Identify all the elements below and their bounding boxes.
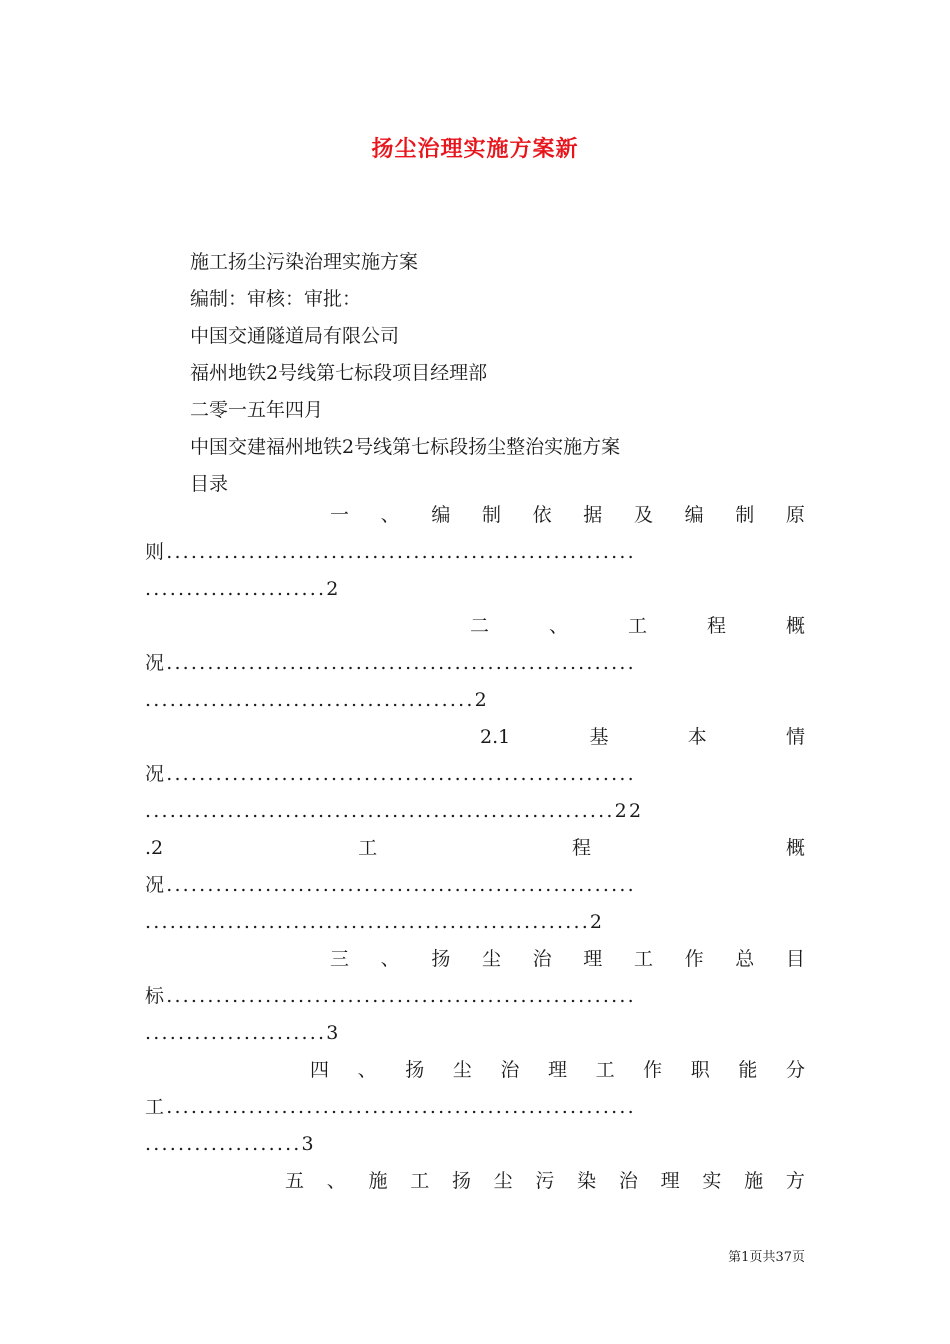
toc-heading-char: 据 bbox=[583, 504, 603, 526]
toc-heading-char: 五 bbox=[285, 1170, 305, 1192]
toc-entry-heading bbox=[145, 719, 805, 756]
toc-heading-char: 概 bbox=[785, 837, 805, 859]
toc-heading-char: 及 bbox=[633, 504, 653, 526]
toc-heading-char: 一 bbox=[330, 504, 350, 526]
toc-leader-line: ......................2 bbox=[145, 578, 341, 600]
toc-leader-line: 况......................................................... bbox=[145, 652, 636, 674]
toc-heading-char: 总 bbox=[735, 948, 755, 970]
toc-heading-char: 编 bbox=[684, 504, 704, 526]
toc-heading-char: 治 bbox=[532, 948, 552, 970]
toc-heading-char: 工 bbox=[633, 948, 653, 970]
toc-entry-heading bbox=[145, 608, 805, 645]
toc-leader-line: ......................................................2 bbox=[145, 911, 605, 933]
table-of-contents bbox=[145, 497, 805, 1200]
intro-line: 施工扬尘污染治理实施方案 bbox=[190, 251, 419, 273]
intro-line: 福州地铁2号线第七标段项目经理部 bbox=[190, 362, 488, 384]
toc-heading-char: 原 bbox=[785, 504, 805, 526]
toc-leader-line: 工......................................................... bbox=[145, 1096, 636, 1118]
toc-heading-char: 作 bbox=[643, 1059, 663, 1081]
toc-entry bbox=[145, 1052, 805, 1163]
page-footer: 第1页共37页 bbox=[728, 1250, 805, 1265]
toc-heading-char: 实 bbox=[702, 1170, 722, 1192]
toc-heading-char: 四 bbox=[310, 1059, 330, 1081]
toc-heading-char: 基 bbox=[589, 726, 609, 748]
toc-heading-char: 、 bbox=[380, 948, 400, 970]
toc-leader-line: ........................................2 bbox=[145, 689, 489, 711]
toc-heading-char: 理 bbox=[583, 948, 603, 970]
toc-heading-char: 、 bbox=[380, 504, 400, 526]
toc-heading: 目录 bbox=[190, 473, 229, 495]
toc-heading-char: 扬 bbox=[451, 1170, 471, 1192]
toc-entry-heading bbox=[145, 1052, 805, 1089]
toc-entry-heading bbox=[145, 941, 805, 978]
toc-heading-char: 工 bbox=[595, 1059, 615, 1081]
toc-heading-char: 工 bbox=[358, 837, 378, 859]
toc-entry bbox=[145, 941, 805, 1052]
toc-heading-char: 尘 bbox=[493, 1170, 513, 1192]
toc-entry bbox=[145, 830, 805, 941]
toc-heading-char: 概 bbox=[785, 615, 805, 637]
toc-heading-char: 尘 bbox=[452, 1059, 472, 1081]
toc-leader-line: ......................3 bbox=[145, 1022, 341, 1044]
toc-entry bbox=[145, 497, 805, 608]
toc-heading-char: 工 bbox=[627, 615, 647, 637]
toc-heading-char: 方 bbox=[785, 1170, 805, 1192]
toc-leader-line: ...................3 bbox=[145, 1133, 316, 1155]
toc-leader-line: .........................................................22 bbox=[145, 800, 644, 822]
toc-heading-char: 制 bbox=[481, 504, 501, 526]
toc-leader-line: 况......................................................... bbox=[145, 874, 636, 896]
toc-heading-char: 制 bbox=[735, 504, 755, 526]
toc-heading-char: 理 bbox=[547, 1059, 567, 1081]
toc-heading-char: 治 bbox=[618, 1170, 638, 1192]
toc-heading-char: 作 bbox=[684, 948, 704, 970]
toc-heading-char: 情 bbox=[785, 726, 805, 748]
intro-line: 二零一五年四月 bbox=[190, 399, 324, 421]
toc-entry bbox=[145, 608, 805, 719]
toc-entry-heading bbox=[145, 1163, 805, 1200]
toc-leader-line: 则......................................................... bbox=[145, 541, 636, 563]
toc-heading-char: 工 bbox=[410, 1170, 430, 1192]
intro-line: 中国交建福州地铁2号线第七标段扬尘整治实施方案 bbox=[190, 436, 621, 458]
toc-entry bbox=[145, 719, 805, 830]
toc-heading-char: 、 bbox=[357, 1059, 377, 1081]
intro-line: 编制：审核：审批： bbox=[190, 288, 362, 310]
toc-heading-char: 、 bbox=[326, 1170, 346, 1192]
intro-line: 中国交通隧道局有限公司 bbox=[190, 325, 400, 347]
document-title: 扬尘治理实施方案新 bbox=[371, 136, 579, 162]
toc-heading-char: 程 bbox=[706, 615, 726, 637]
toc-heading-char: 依 bbox=[532, 504, 552, 526]
toc-entry bbox=[145, 1163, 805, 1200]
toc-heading-char: 治 bbox=[500, 1059, 520, 1081]
toc-leader-line: 况......................................................... bbox=[145, 763, 636, 785]
intro-block bbox=[190, 244, 620, 503]
toc-heading-char: 编 bbox=[431, 504, 451, 526]
toc-heading-char: 尘 bbox=[481, 948, 501, 970]
toc-entry-heading bbox=[145, 497, 805, 534]
toc-heading-char: 扬 bbox=[405, 1059, 425, 1081]
toc-heading-char: 二 bbox=[470, 615, 490, 637]
toc-heading-char: 、 bbox=[548, 615, 568, 637]
toc-heading-char: 三 bbox=[330, 948, 350, 970]
toc-leader-line: 标......................................................... bbox=[145, 985, 636, 1007]
toc-heading-char: 目 bbox=[785, 948, 805, 970]
toc-heading-char: 职 bbox=[690, 1059, 710, 1081]
toc-heading-char: 分 bbox=[785, 1059, 805, 1081]
toc-heading-char: 理 bbox=[660, 1170, 680, 1192]
toc-heading-char: 施 bbox=[744, 1170, 764, 1192]
toc-heading-char: 能 bbox=[738, 1059, 758, 1081]
toc-heading-char: 本 bbox=[687, 726, 707, 748]
toc-heading-char: 施 bbox=[368, 1170, 388, 1192]
toc-heading-char: 污 bbox=[535, 1170, 555, 1192]
toc-heading-char: .2 bbox=[145, 837, 164, 859]
toc-heading-char: 扬 bbox=[431, 948, 451, 970]
toc-entry-heading bbox=[145, 830, 805, 867]
toc-heading-char: 程 bbox=[572, 837, 592, 859]
toc-heading-char: 2.1 bbox=[480, 726, 511, 748]
toc-heading-char: 染 bbox=[577, 1170, 597, 1192]
